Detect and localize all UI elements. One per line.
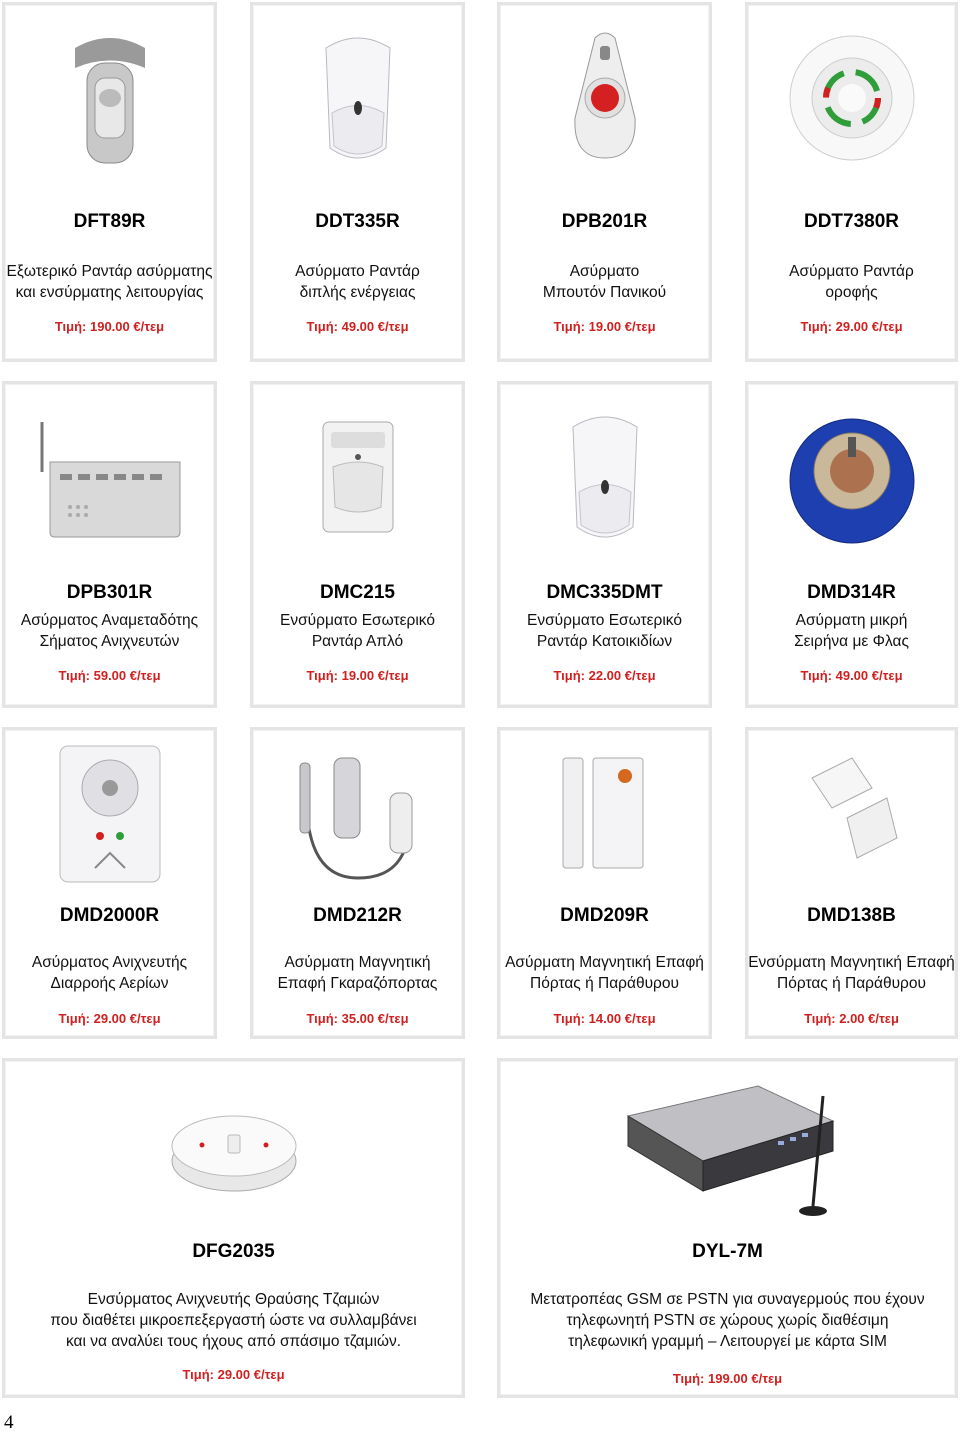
product-price: Τιμή: 199.00 €/τεμ xyxy=(672,1371,783,1386)
siren-icon xyxy=(748,384,955,569)
product-card-dft89r[interactable] xyxy=(2,2,217,362)
product-card-dpb201r[interactable] xyxy=(497,2,712,362)
product-price: Τιμή: 49.00 €/τεμ xyxy=(306,319,409,334)
product-code: DMD212R xyxy=(313,905,402,926)
product-description: Μετατροπέας GSM σε PSTN για συναγερμούς που έχουν τηλεφωνητή PSTN σε χώρους χωρίς διαθέσιμη τηλεφωνική γραμμή – Λειτουργεί με κάρτα SIM xyxy=(530,1291,925,1350)
product-description: Ενσύρματο Εσωτερικό Ραντάρ Απλό xyxy=(280,612,435,650)
product-code: DMC215 xyxy=(320,582,395,603)
product-card-dmd314r[interactable] xyxy=(745,381,958,708)
product-price: Τιμή: 59.00 €/τεμ xyxy=(58,668,161,683)
page-number: 4 xyxy=(4,1412,14,1433)
product-price: Τιμή: 19.00 €/τεμ xyxy=(306,668,409,683)
product-card-dmc335dmt[interactable] xyxy=(497,381,712,708)
product-description: Ασύρματος Ανιχνευτής Διαρροής Αερίων xyxy=(31,954,188,992)
product-code: DMD314R xyxy=(807,582,896,603)
product-card-dmd138b[interactable] xyxy=(745,727,958,1039)
outdoor-radar-icon xyxy=(5,5,214,190)
product-description: Ασύρματο Ραντάρ οροφής xyxy=(789,263,914,301)
product-price: Τιμή: 190.00 €/τεμ xyxy=(54,319,165,334)
product-description: Εξωτερικό Ραντάρ ασύρματης και ενσύρματης λειτουργίας xyxy=(6,263,213,301)
ceiling-radar-icon xyxy=(748,5,955,190)
product-description: Ασύρματη Μαγνητική Επαφή Πόρτας ή Παράθυρου xyxy=(505,954,704,992)
product-code: DMD2000R xyxy=(59,905,160,926)
product-card-ddt335r[interactable] xyxy=(250,2,465,362)
product-price: Τιμή: 22.00 €/τεμ xyxy=(553,668,656,683)
indoor-radar-icon xyxy=(253,384,462,569)
product-description: Ασύρματο Ραντάρ διπλής ενέργειας xyxy=(295,263,420,301)
product-code: DMC335DMT xyxy=(546,582,663,603)
product-code: DFG2035 xyxy=(192,1241,275,1262)
garage-contact-icon xyxy=(253,730,462,895)
product-description: Ασύρματη μικρή Σειρήνα με Φλας xyxy=(794,612,909,650)
wired-contact-icon xyxy=(748,730,955,895)
product-card-dmd209r[interactable] xyxy=(497,727,712,1039)
product-card-dmc215[interactable] xyxy=(250,381,465,708)
product-price: Τιμή: 29.00 €/τεμ xyxy=(182,1367,285,1382)
product-description: Ασύρματο Μπουτόν Πανικού xyxy=(542,263,667,301)
product-code: DMD138B xyxy=(807,905,896,926)
product-description: Ασύρματη Μαγνητική Επαφή Γκαραζόπορτας xyxy=(277,954,438,992)
product-price: Τιμή: 19.00 €/τεμ xyxy=(553,319,656,334)
product-code: DYL-7M xyxy=(692,1241,763,1262)
product-price: Τιμή: 29.00 €/τεμ xyxy=(800,319,903,334)
product-code: DDT7380R xyxy=(803,211,900,232)
door-contact-icon xyxy=(500,730,709,895)
gas-detector-icon xyxy=(5,730,214,895)
product-price: Τιμή: 49.00 €/τεμ xyxy=(800,668,903,683)
product-card-ddt7380r[interactable] xyxy=(745,2,958,362)
panic-button-icon xyxy=(500,5,709,190)
product-card-dmd212r[interactable] xyxy=(250,727,465,1039)
product-code: DDT335R xyxy=(315,211,400,232)
product-price: Τιμή: 14.00 €/τεμ xyxy=(553,1011,656,1026)
product-description: Ασύρματος Αναμεταδότης Σήματος Ανιχνευτών xyxy=(20,612,199,650)
product-price: Τιμή: 29.00 €/τεμ xyxy=(58,1011,161,1026)
repeater-icon xyxy=(5,384,214,569)
product-price: Τιμή: 35.00 €/τεμ xyxy=(306,1011,409,1026)
product-card-dyl7m[interactable] xyxy=(497,1058,958,1398)
pet-radar-icon xyxy=(500,384,709,569)
product-code: DMD209R xyxy=(560,905,649,926)
product-card-dfg2035[interactable] xyxy=(2,1058,465,1398)
gsm-converter-icon xyxy=(500,1061,955,1231)
product-card-dmd2000r[interactable] xyxy=(2,727,217,1039)
product-price: Τιμή: 2.00 €/τεμ xyxy=(804,1011,899,1026)
product-description: Ενσύρματος Ανιχνευτής Θραύσης Τζαμιών που διαθέτει μικροεπεξεργαστή ώστε να συλλαμβάνει και να αναλύει τους ήχους από σπάσιμο τζαμιών. xyxy=(50,1291,417,1350)
product-card-dpb301r[interactable] xyxy=(2,381,217,708)
product-description: Ενσύρματη Μαγνητική Επαφή Πόρτας ή Παράθυρου xyxy=(748,954,955,992)
product-description: Ενσύρματο Εσωτερικό Ραντάρ Κατοικιδίων xyxy=(527,612,682,650)
glass-break-icon xyxy=(5,1061,462,1231)
motion-detector-icon xyxy=(253,5,462,190)
product-code: DPB301R xyxy=(66,582,153,603)
product-code: DFT89R xyxy=(73,211,146,232)
product-code: DPB201R xyxy=(561,211,648,232)
